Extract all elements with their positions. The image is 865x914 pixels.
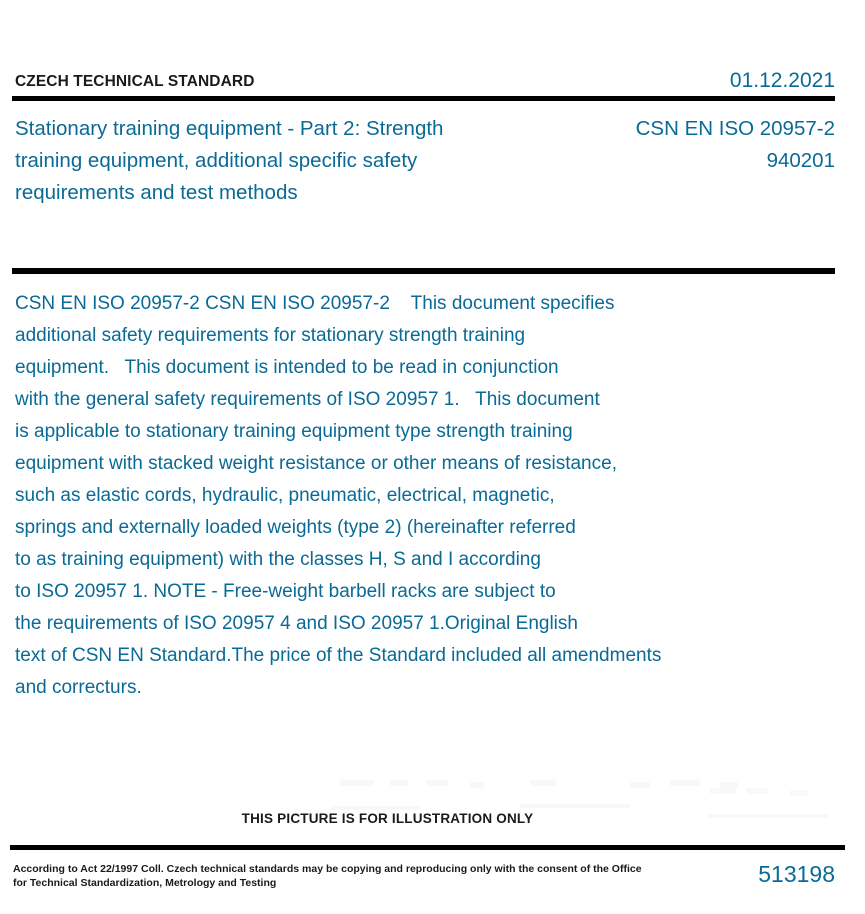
abstract-line: text of CSN EN Standard.The price of the Standard included all amendments (15, 645, 662, 666)
abstract-line: such as elastic cords, hydraulic, pneumatic, electrical, magnetic, (15, 485, 555, 506)
standard-designation: CSN EN ISO 20957-2 (635, 117, 835, 140)
document-type-label: CZECH TECHNICAL STANDARD (15, 73, 255, 90)
abstract-text (15, 288, 815, 704)
abstract-line: and correcturs. (15, 677, 142, 698)
abstract-line: equipment. This document is intended to be read in conjunction (15, 357, 559, 378)
footer-divider (10, 845, 845, 850)
title-line: requirements and test methods (15, 181, 298, 204)
abstract-line: to as training equipment) with the classes H, S and I according (15, 549, 541, 570)
catalog-number: 513198 (758, 861, 835, 887)
standard-reference (415, 113, 835, 177)
publication-date: 01.12.2021 (729, 69, 835, 92)
illustration-notice: THIS PICTURE IS FOR ILLUSTRATION ONLY (241, 811, 534, 826)
abstract-line: is applicable to stationary training equipment type strength training (15, 421, 573, 442)
title-line: Stationary training equipment - Part 2: Strength (15, 117, 444, 140)
header (15, 69, 835, 97)
abstract-line: equipment with stacked weight resistance or other means of resistance, (15, 453, 617, 474)
copyright-notice (13, 862, 642, 890)
abstract-line: to ISO 20957 1. NOTE - Free-weight barbell racks are subject to (15, 581, 556, 602)
abstract-divider (12, 268, 835, 274)
title-line: training equipment, additional specific safety (15, 149, 418, 172)
abstract-line: springs and externally loaded weights (type 2) (hereinafter referred (15, 517, 576, 538)
standard-classification-code: 940201 (766, 149, 835, 172)
abstract-line: the requirements of ISO 20957 4 and ISO 20957 1.Original English (15, 613, 578, 634)
copyright-notice-line: for Technical Standardization, Metrology and Testing (13, 877, 277, 889)
abstract-line: CSN EN ISO 20957-2 CSN EN ISO 20957-2 This document specifies (15, 293, 615, 314)
abstract-line: with the general safety requirements of ISO 20957 1. This document (15, 389, 600, 410)
abstract-line: additional safety requirements for stationary strength training (15, 325, 526, 346)
copyright-notice-line: According to Act 22/1997 Coll. Czech technical standards may be copying and reproducing only with the consent of the Office (13, 863, 642, 875)
header-divider (12, 96, 835, 101)
